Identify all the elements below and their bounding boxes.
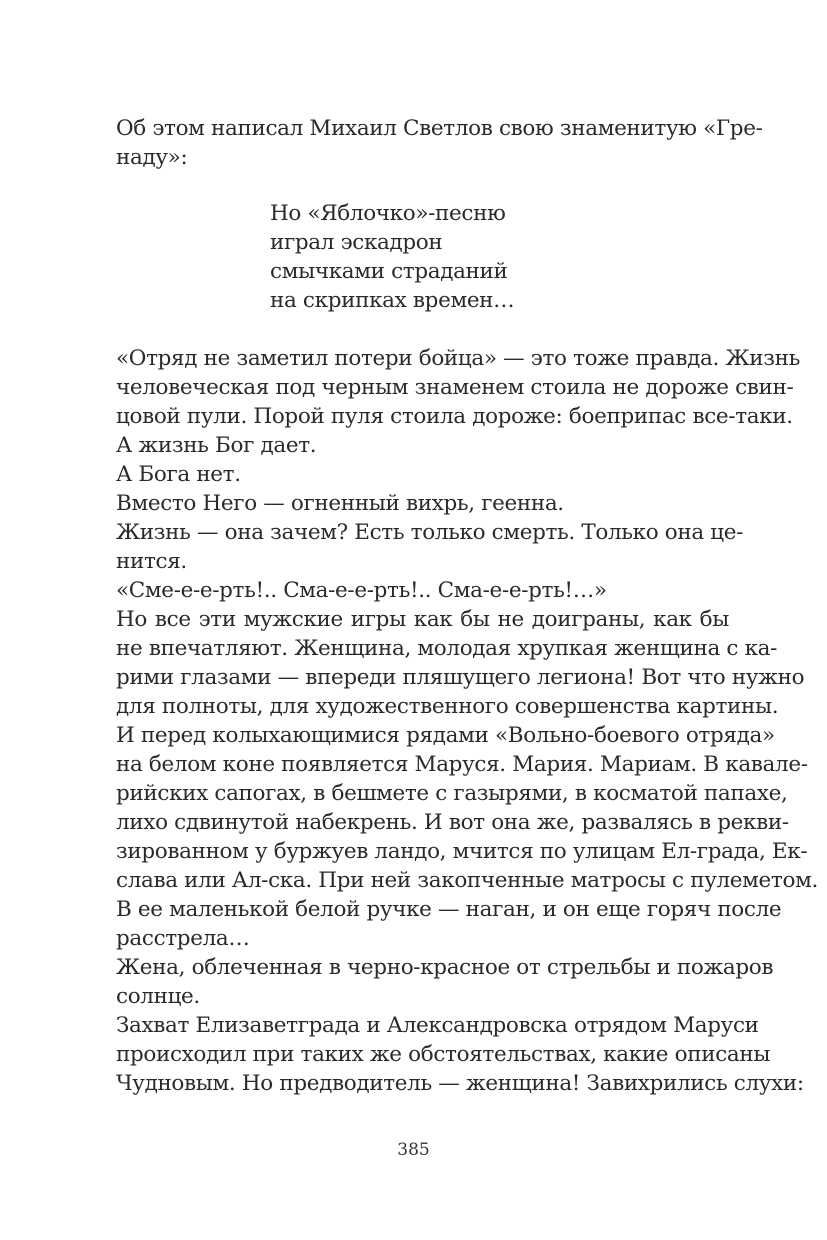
body-line-20: В ее маленькой белой ручке — наган, и он еще горяч после <box>116 897 782 922</box>
body-line-26: Чудновым. Но предводитель — женщина! Завихрились слухи: <box>116 1071 804 1096</box>
body-line-7: Жизнь — она зачем? Есть только смерть. Только она це- <box>116 520 744 545</box>
body-line-18: зированном у буржуев ландо, мчится по улицам Ел-града, Ек- <box>116 839 808 864</box>
intro-line-1: Об этом написал Михаил Светлов свою знаменитую «Гре- <box>116 116 763 141</box>
body-line-15: на белом коне появляется Маруся. Мария. Мариам. В кавале- <box>116 752 808 777</box>
body-line-23: солнце. <box>116 984 200 1009</box>
body-line-16: рийских сапогах, в бешмете с газырями, в косматой папахе, <box>116 781 788 806</box>
poem-line-1: Но «Яблочко»-песню <box>270 201 506 226</box>
body-line-10: Но все эти мужские игры как бы не доиграны, как бы <box>116 607 729 632</box>
body-line-13: для полноты, для художественного совершенства картины. <box>116 694 779 719</box>
body-line-5: А Бога нет. <box>116 462 241 487</box>
body-line-9: «Сме-е-е-рть!.. Сма-е-е-рть!.. Сма-е-е-рть!…» <box>116 578 607 603</box>
body-line-2: человеческая под черным знаменем стоила не дороже свин- <box>116 375 794 400</box>
body-line-24: Захват Елизаветграда и Александровска отрядом Маруси <box>116 1013 759 1038</box>
page-number: 385 <box>397 1140 430 1160</box>
body-line-17: лихо сдвинутой набекрень. И вот она же, развалясь в рекви- <box>116 810 789 835</box>
body-line-12: рими глазами — впереди пляшущего легиона! Вот что нужно <box>116 665 805 690</box>
body-line-19: слава или Ал-ска. При ней закопченные матросы с пулеметом. <box>116 868 818 893</box>
body-line-4: А жизнь Бог дает. <box>116 433 317 458</box>
body-line-22: Жена, облеченная в черно-красное от стрельбы и пожаров <box>116 955 774 980</box>
intro-line-2: наду»: <box>116 145 188 170</box>
body-line-11: не впечатляют. Женщина, молодая хрупкая женщина с ка- <box>116 636 778 661</box>
body-line-14: И перед колыхающимися рядами «Вольно-боевого отряда» <box>116 723 775 748</box>
body-line-1: «Отряд не заметил потери бойца» — это тоже правда. Жизнь <box>116 346 800 371</box>
poem-line-4: на скрипках времен… <box>270 288 515 313</box>
poem-line-2: играл эскадрон <box>270 230 443 255</box>
body-line-25: происходил при таких же обстоятельствах, какие описаны <box>116 1042 771 1067</box>
body-line-6: Вместо Него — огненный вихрь, геенна. <box>116 491 564 516</box>
body-line-8: нится. <box>116 549 187 574</box>
body-line-21: расстрела… <box>116 926 250 951</box>
poem-line-3: смычками страданий <box>270 259 508 284</box>
body-line-3: цовой пули. Порой пуля стоила дороже: боеприпас все-таки. <box>116 404 793 429</box>
